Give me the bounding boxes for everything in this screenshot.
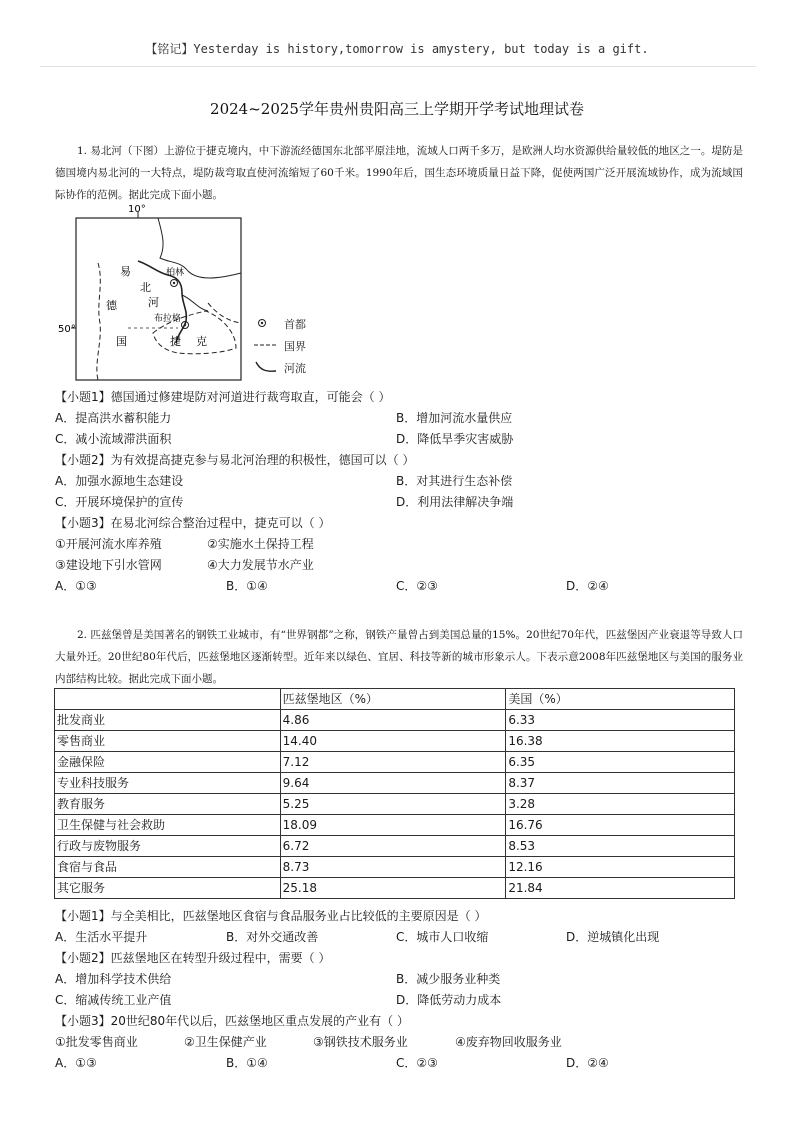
service-structure-table <box>54 688 735 899</box>
table-cell: 零售商业 <box>55 731 281 752</box>
table-cell: 金融保险 <box>55 752 281 773</box>
legend-river-label: 河流 <box>284 362 306 375</box>
q1-sub1-option-a[interactable]: A．提高洪水蓄积能力 <box>55 411 172 425</box>
q1-sub3-item-2: ②实施水土保持工程 <box>207 537 314 551</box>
q1-sub2-option-b[interactable]: B．对其进行生态补偿 <box>396 474 513 488</box>
q2-sub1-option-c[interactable]: C．城市人口收缩 <box>396 930 489 944</box>
q2-sub3-option-c[interactable]: C．②③ <box>396 1056 438 1070</box>
table-cell: 14.40 <box>280 731 506 752</box>
table-cell: 行政与废物服务 <box>55 836 281 857</box>
q2-sub3-item-3: ③钢铁技术服务业 <box>313 1035 408 1049</box>
table-row <box>55 773 735 794</box>
q2-sub3-option-a[interactable]: A．①③ <box>55 1056 97 1070</box>
q2-sub1-option-b[interactable]: B．对外交通改善 <box>226 930 319 944</box>
page-title: 2024~2025学年贵州贵阳高三上学期开学考试地理试卷 <box>210 100 584 118</box>
table-cell: 教育服务 <box>55 794 281 815</box>
q1-sub3-option-c[interactable]: C．②③ <box>396 579 438 593</box>
map-longitude-label: 10° <box>128 204 146 215</box>
q1-sub2-option-c[interactable]: C．开展环境保护的宣传 <box>55 495 184 509</box>
table-header-cell <box>55 689 281 710</box>
q2-stem: 2. 匹兹堡曾是美国著名的钢铁工业城市，有“世界钢都”之称，钢铁产量曾占到美国总量的15%。20世纪70年代，匹兹堡因产业衰退等导致人口大量外迁。20世纪80年代后，匹兹堡地区逐渐转型。近年来以绿色、宜居、科技等新的城市形象示人。下表示意2008年匹兹堡地区与美国的服务业内部结构比较。据此完成下面小题。 <box>55 629 743 685</box>
border-symbol-icon <box>254 338 280 352</box>
table-cell: 3.28 <box>506 794 735 815</box>
q1-sub1-option-c[interactable]: C．减小流域滞洪面积 <box>55 432 172 446</box>
table-header-row <box>55 689 735 710</box>
legend-border-label: 国界 <box>284 340 306 353</box>
table-row <box>55 815 735 836</box>
map-label-guo: 国 <box>116 335 127 348</box>
map-latitude-label: 50° <box>58 324 76 335</box>
table-cell: 16.76 <box>506 815 735 836</box>
table-row <box>55 710 735 731</box>
table-cell: 21.84 <box>506 878 735 899</box>
q1-sub2-option-d[interactable]: D．利用法律解决争端 <box>396 495 514 509</box>
q2-sub3-item-4: ④废弃物回收服务业 <box>455 1035 562 1049</box>
table-header-cell: 美国（%） <box>506 689 735 710</box>
table-cell: 4.86 <box>280 710 506 731</box>
q2-sub3-option-b[interactable]: B．①④ <box>226 1056 268 1070</box>
table-cell: 批发商业 <box>55 710 281 731</box>
table-row <box>55 731 735 752</box>
table-cell: 8.53 <box>506 836 735 857</box>
q2-sub1-option-d[interactable]: D．逆城镇化出现 <box>566 930 660 944</box>
q2-sub1-option-a[interactable]: A．生活水平提升 <box>55 930 148 944</box>
q1-sub1-option-d[interactable]: D．降低旱季灾害威胁 <box>396 432 514 446</box>
legend-capital-label: 首都 <box>284 318 306 331</box>
table-row <box>55 836 735 857</box>
q2-sub2-option-c[interactable]: C．缩减传统工业产值 <box>55 993 172 1007</box>
q1-sub1-prompt: 【小题1】德国通过修建堤防对河道进行裁弯取直，可能会（ ） <box>55 390 391 404</box>
table-cell: 9.64 <box>280 773 506 794</box>
q2-sub3-prompt: 【小题3】20世纪80年代以后，匹兹堡地区重点发展的产业有（ ） <box>55 1014 409 1028</box>
q2-sub1-prompt: 【小题1】与全美相比，匹兹堡地区食宿与食品服务业占比较低的主要原因是（ ） <box>55 909 487 923</box>
table-cell: 18.09 <box>280 815 506 836</box>
q1-sub2-option-a[interactable]: A．加强水源地生态建设 <box>55 474 184 488</box>
q2-sub2-prompt: 【小题2】匹兹堡地区在转型升级过程中，需要（ ） <box>55 951 331 965</box>
table-cell: 6.72 <box>280 836 506 857</box>
map-label-he: 河 <box>148 296 159 309</box>
table-cell: 8.37 <box>506 773 735 794</box>
q2-sub3-item-2: ②卫生保健产业 <box>184 1035 267 1049</box>
table-cell: 5.25 <box>280 794 506 815</box>
q1-sub3-item-4: ④大力发展节水产业 <box>207 558 314 572</box>
table-cell: 8.73 <box>280 857 506 878</box>
q1-sub3-option-b[interactable]: B．①④ <box>226 579 268 593</box>
table-cell: 16.38 <box>506 731 735 752</box>
q1-sub3-option-d[interactable]: D．②④ <box>566 579 609 593</box>
map-label-prague: 布拉格 <box>154 314 182 324</box>
q1-sub3-item-1: ①开展河流水库养殖 <box>55 537 162 551</box>
map-label-yi: 易 <box>120 265 131 278</box>
capital-symbol-icon <box>254 316 274 330</box>
table-header-cell: 匹兹堡地区（%） <box>280 689 506 710</box>
q2-sub3-option-d[interactable]: D．②④ <box>566 1056 609 1070</box>
map-label-bei: 北 <box>140 281 151 294</box>
map-label-berlin: 柏林 <box>166 268 185 278</box>
q2-sub2-option-a[interactable]: A．增加科学技术供给 <box>55 972 172 986</box>
q1-sub2-prompt: 【小题2】为有效提高捷克参与易北河治理的积极性，德国可以（ ） <box>55 453 415 467</box>
table-cell: 6.33 <box>506 710 735 731</box>
q2-sub2-option-d[interactable]: D．降低劳动力成本 <box>396 993 502 1007</box>
table-cell: 7.12 <box>280 752 506 773</box>
table-cell: 25.18 <box>280 878 506 899</box>
header-divider <box>40 66 756 67</box>
river-symbol-icon <box>254 360 280 374</box>
q1-sub3-option-a[interactable]: A．①③ <box>55 579 97 593</box>
q2-sub3-item-1: ①批发零售商业 <box>55 1035 138 1049</box>
table-row <box>55 857 735 878</box>
header-motto: 【铭记】Yesterday is history,tomorrow is amystery, but today is a gift. <box>145 42 649 56</box>
table-cell: 其它服务 <box>55 878 281 899</box>
table-cell: 12.16 <box>506 857 735 878</box>
table-row <box>55 752 735 773</box>
q2-sub2-option-b[interactable]: B．减少服务业种类 <box>396 972 501 986</box>
q1-stem: 1. 易北河（下图）上游位于捷克境内，中下游流经德国东北部平原洼地，流域人口两千多万，是欧洲人均水资源供给量较低的地区之一。堤防是德国境内易北河的一大特点，堤防裁弯取直使河流缩短了60千米。1990年后，国生态环境质量日益下降，促使两国广泛开展流域协作，成为流域国际协作的范例。据此完成下面小题。 <box>55 145 743 201</box>
table-cell: 卫生保健与社会救助 <box>55 815 281 836</box>
q1-sub3-item-3: ③建设地下引水管网 <box>55 558 162 572</box>
map-label-jie: 捷 <box>170 335 181 348</box>
elbe-river-map <box>58 203 308 385</box>
q1-sub1-option-b[interactable]: B．增加河流水量供应 <box>396 411 513 425</box>
table-row <box>55 878 735 899</box>
map-label-ke: 克 <box>196 335 207 348</box>
q1-sub3-prompt: 【小题3】在易北河综合整治过程中，捷克可以（ ） <box>55 516 331 530</box>
table-row <box>55 794 735 815</box>
table-cell: 6.35 <box>506 752 735 773</box>
table-cell: 专业科技服务 <box>55 773 281 794</box>
map-label-de: 德 <box>106 299 117 312</box>
table-cell: 食宿与食品 <box>55 857 281 878</box>
